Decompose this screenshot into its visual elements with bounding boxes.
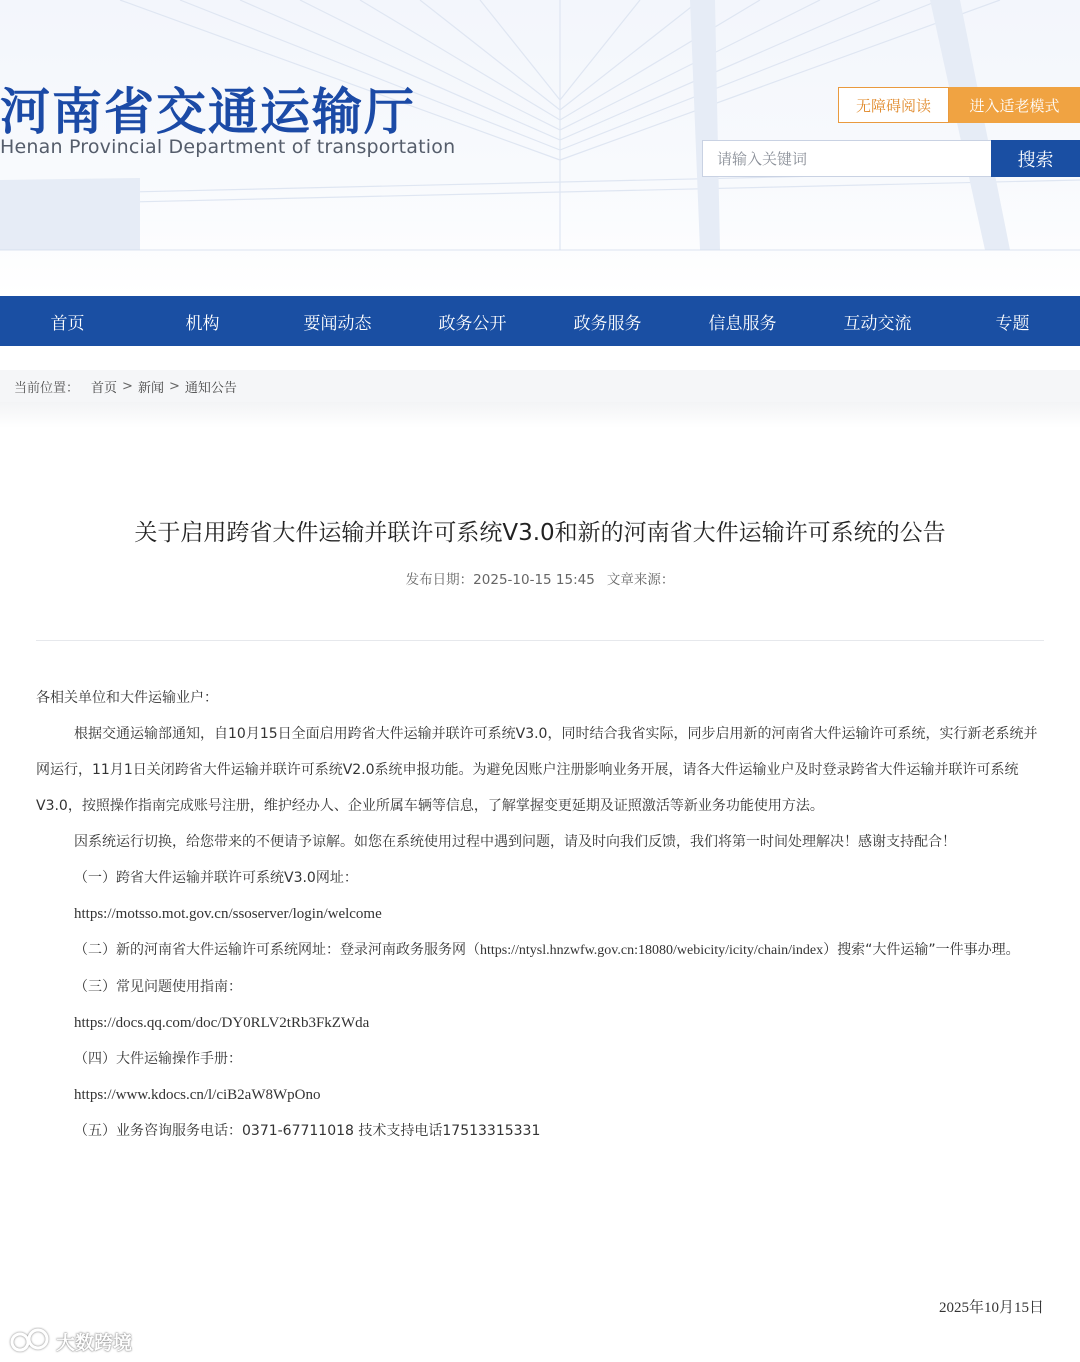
breadcrumb-notices[interactable]: 通知公告 xyxy=(184,380,237,396)
nav-item-information[interactable]: 信息服务 xyxy=(708,313,777,334)
article-item-1-url[interactable]: https://motsso.mot.gov.cn/ssoserver/login/welcome xyxy=(74,906,382,922)
breadcrumb-label: 当前位置： xyxy=(14,380,80,396)
nav-item-topics[interactable]: 专题 xyxy=(995,313,1030,334)
article-item-4-url[interactable]: https://www.kdocs.cn/l/ciB2aW8WpOno xyxy=(74,1087,321,1103)
article-item-2-url[interactable]: https://ntysl.hnzwfw.gov.cn:18080/webicity/icity/chain/index xyxy=(480,943,824,958)
article-item-1-label: （一）跨省大件运输并联许可系统V3.0网址： xyxy=(74,870,358,886)
article-item-3-label: （三）常见问题使用指南： xyxy=(74,979,242,995)
article-divider xyxy=(36,640,1044,641)
elder-mode-button[interactable]: 进入适老模式 xyxy=(949,87,1080,123)
article-item-3-url[interactable]: https://docs.qq.com/doc/DY0RLV2tRb3FkZWda xyxy=(74,1015,370,1031)
breadcrumb-shadow xyxy=(0,402,1080,428)
article-sign-date: 2025年10月15日 xyxy=(938,1300,1044,1316)
search-button[interactable]: 搜索 xyxy=(991,140,1080,177)
search-input[interactable] xyxy=(702,140,991,177)
watermark xyxy=(8,1326,132,1356)
breadcrumb-news[interactable]: 新闻 xyxy=(137,380,164,396)
nav-item-organization[interactable]: 机构 xyxy=(185,313,220,334)
article-item-2-text-b: ）搜索“大件运输”一件事办理。 xyxy=(823,942,1020,958)
site-header xyxy=(0,0,1080,296)
article-paragraph-1: 根据交通运输部通知，自10月15日全面启用跨省大件运输并联许可系统V3.0，同时结合我省实际，同步启用新的河南省大件运输许可系统，实行新老系统并网运行，11月1日关闭跨省大件运输并联许可系统V2.0系统申报功能。为避免因账户注册影响业务开展，请各大件运输业户及时登录跨省大件运输并联许可系统V3.0，按照操作指南完成账号注册，维护经办人、企业所属车辆等信息，了解掌握变更延期及证照激活等新业务功能使用方法。 xyxy=(36,726,1038,814)
search-bar xyxy=(702,140,1080,177)
accessibility-reading-button[interactable]: 无障碍阅读 xyxy=(838,87,949,123)
article-item-4-label: （四）大件运输操作手册： xyxy=(74,1051,242,1067)
nav-item-news[interactable]: 要闻动态 xyxy=(303,313,372,334)
nav-item-home[interactable]: 首页 xyxy=(50,313,85,334)
breadcrumb xyxy=(0,370,1080,402)
article-meta xyxy=(36,568,1044,588)
breadcrumb-separator: > xyxy=(122,378,133,394)
watermark-text: 大数跨境 xyxy=(56,1331,133,1354)
breadcrumb-home[interactable]: 首页 xyxy=(91,380,118,396)
publish-date: 2025-10-15 15:45 xyxy=(473,572,595,588)
site-title[interactable]: 河南省交通运输厅 xyxy=(0,83,416,141)
article-item-2 xyxy=(36,932,1044,969)
article-greeting: 各相关单位和大件运输业户： xyxy=(36,690,218,706)
nav-item-interaction[interactable]: 互动交流 xyxy=(843,313,912,334)
article-source-label: 文章来源： xyxy=(606,572,675,588)
article-item-2-text-a: （二）新的河南省大件运输许可系统网址：登录河南政务服务网（ xyxy=(74,942,480,958)
accessibility-toolbar xyxy=(838,87,1080,123)
article-paragraph-2: 因系统运行切换，给您带来的不便请予谅解。如您在系统使用过程中遇到问题，请及时向我们反馈，我们将第一时间处理解决！感谢支持配合！ xyxy=(74,834,956,850)
main-nav xyxy=(0,296,1080,346)
site-subtitle: Henan Provincial Department of transportation xyxy=(0,136,456,158)
breadcrumb-separator: > xyxy=(168,378,180,394)
publish-date-label: 发布日期： xyxy=(405,572,474,588)
watermark-logo-icon xyxy=(8,1327,52,1355)
article-item-5: （五）业务咨询服务电话：0371-67711018 技术支持电话17513315331 xyxy=(74,1123,541,1139)
nav-item-government-affairs[interactable]: 政务公开 xyxy=(438,313,507,334)
nav-item-services[interactable]: 政务服务 xyxy=(573,313,642,334)
article-body xyxy=(36,680,1044,1149)
article-title: 关于启用跨省大件运输并联许可系统V3.0和新的河南省大件运输许可系统的公告 xyxy=(134,520,946,546)
